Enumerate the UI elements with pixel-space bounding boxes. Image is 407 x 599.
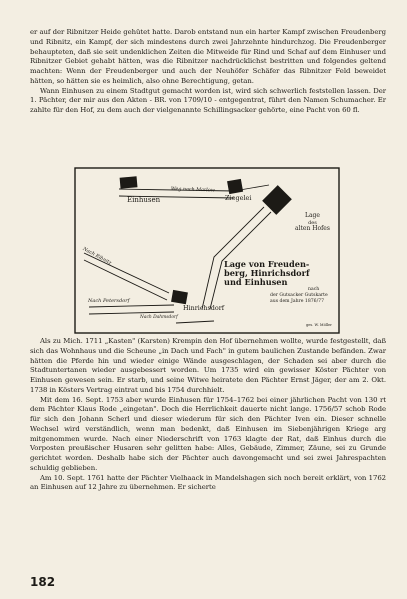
road-petersdorf-a <box>89 305 174 307</box>
building-einhusen <box>120 176 138 188</box>
paragraph: er auf der Ribnitzer Heide gehütet hatte. Darob entstand nun ein harter Kampf zwischen Freudenberg und Ribnitz, ein Kampf, der sich mindestens durch zwei Jahrzehnte hindurchzog. Die Freudenberger behaupteten, daß sie seit undenklichen Zeiten die Mitweide für Rind und Schaf auf dem Einhuser und Ribnitzer Gebiet gehabt hätten, was die Ribnitzer nachdrücklichst bestritten und folgendes geltend machten: Wenn der Freudenberger und auch der Neuhöfer Schäfer das Ribnitzer Feld beweidet hätten, so hätten sie es heimlich, also ohne Berechtigung, getan. <box>30 28 386 85</box>
map-label-alter-hof <box>295 213 330 233</box>
map-title <box>224 260 309 287</box>
map-label-nach-dahmsdorf: Nach Dahmsdorf <box>140 315 178 320</box>
paragraph: Am 10. Sept. 1761 hatte der Pächter Vielhaack in Mandelshagen sich noch bereit erklärt, von 1762 an Einhusen auf 12 Jahre zu übernehmen. Er sicherte <box>30 473 386 492</box>
map-subtitle-line: der Gutsacker Gutskarte <box>270 293 328 298</box>
map-label-nach-petersdorf: Nach Petersdorf <box>88 298 130 304</box>
map-label-alter-hof-line: Lage <box>304 212 320 219</box>
map-title-line: Lage von Freuden- <box>224 259 310 269</box>
map-label-ziegelei: Ziegelei <box>225 194 252 202</box>
building-hinrichsdorf <box>171 290 188 304</box>
map-title-line: berg, Hinrichsdorf <box>224 268 310 278</box>
map-label-weg-nach-marlow: Weg nach Marlow <box>170 187 215 194</box>
map-subtitle <box>270 287 328 305</box>
text-block-top <box>30 28 386 116</box>
road-dahmsdorf <box>176 321 214 323</box>
road-diagonal-a <box>202 207 264 309</box>
text-block-bottom <box>30 337 386 493</box>
paragraph: Wann Einhusen zu einem Stadtgut gemacht worden ist, wird sich schwerlich feststellen lassen. Der 1. Pächter, der mir aus den Akten - BR. von 1709/10 - entgegentrat, führt den Namen Schumacher. Er zahlte für den Hof, zu dem auch der vielgenannte Schillingsacker gehörte, eine Pacht von 60 fl. <box>30 86 386 114</box>
map-label-alter-hof-line: alten Hofes <box>295 225 330 232</box>
map-label-alter-hof-line: des <box>308 219 317 226</box>
road-petersdorf-b <box>89 312 174 314</box>
map-subtitle-line: aus dem Jahre 1876/77 <box>270 299 324 304</box>
paragraph: Mit dem 16. Sept. 1753 aber wurde Einhusen für 1754–1762 bei einer jährlichen Pacht von 130 rt dem Pächter Klaus Rode „eingetan". Doch die Herrlichkeit dauerte nicht lange. 1756/57 schob Rode für sich den Johann Scherl und dieser wiederum für sich den Pächter Iven ein. Dieser schnelle Wechsel wird verständlich, wenn man bedenkt, daß Einhusen im Siebenjährigen Kriege arg mitgenommen wurde. Nach einer Niederschrift von 1763 klagte der Rat, daß Einhus durch die Vorposten preußischer Husaren sehr gelitten habe: Alles, Gebäude, Zimmer, Zäune, sei zu Grunde gerichtet worden. Deshalb habe sich der Pächter auch davongemacht und sei zwei Jahrespachten schuldig geblieben. <box>30 395 386 472</box>
map-title-line: und Einhusen <box>224 277 288 287</box>
page-number: 182 <box>30 575 56 589</box>
building-ziegelei <box>227 179 243 194</box>
paragraph: Als zu Mich. 1711 „Kasten" (Karsten) Krempin den Hof übernehmen wollte, wurde festgestellt, daß sich das Wohnhaus und die Scheune „in Dach und Fach" in gutem baulichen Zustande befänden. Zwar hätten die Pferde hin und wieder einige Wände ausgeschlagen, der Schaden sei aber durch die Stadtuntertanen wieder ausgebessert worden. Um 1735 wird ein gewisser Köster Pächter von Einhusen gewesen sein. Er starb, und seine Witwe heiratete den Pächter Ernst Jäger, der am 2. Okt. 1738 in Kösters Vertrag eintrat und bis 1754 durchhielt. <box>30 337 386 394</box>
map-subtitle-line: nach <box>308 287 320 292</box>
map-label-hinrichsdorf: Hinrichsdorf <box>183 304 225 312</box>
road-ribnitz-b <box>84 260 167 300</box>
map-signature: ges. W. Möller <box>306 323 332 327</box>
map-label-einhusen: Einhusen <box>127 196 161 204</box>
map-label-nach-ribnitz: Nach Ribnitz <box>81 247 112 267</box>
map-figure <box>74 167 340 334</box>
building-alter-hof <box>262 185 292 215</box>
